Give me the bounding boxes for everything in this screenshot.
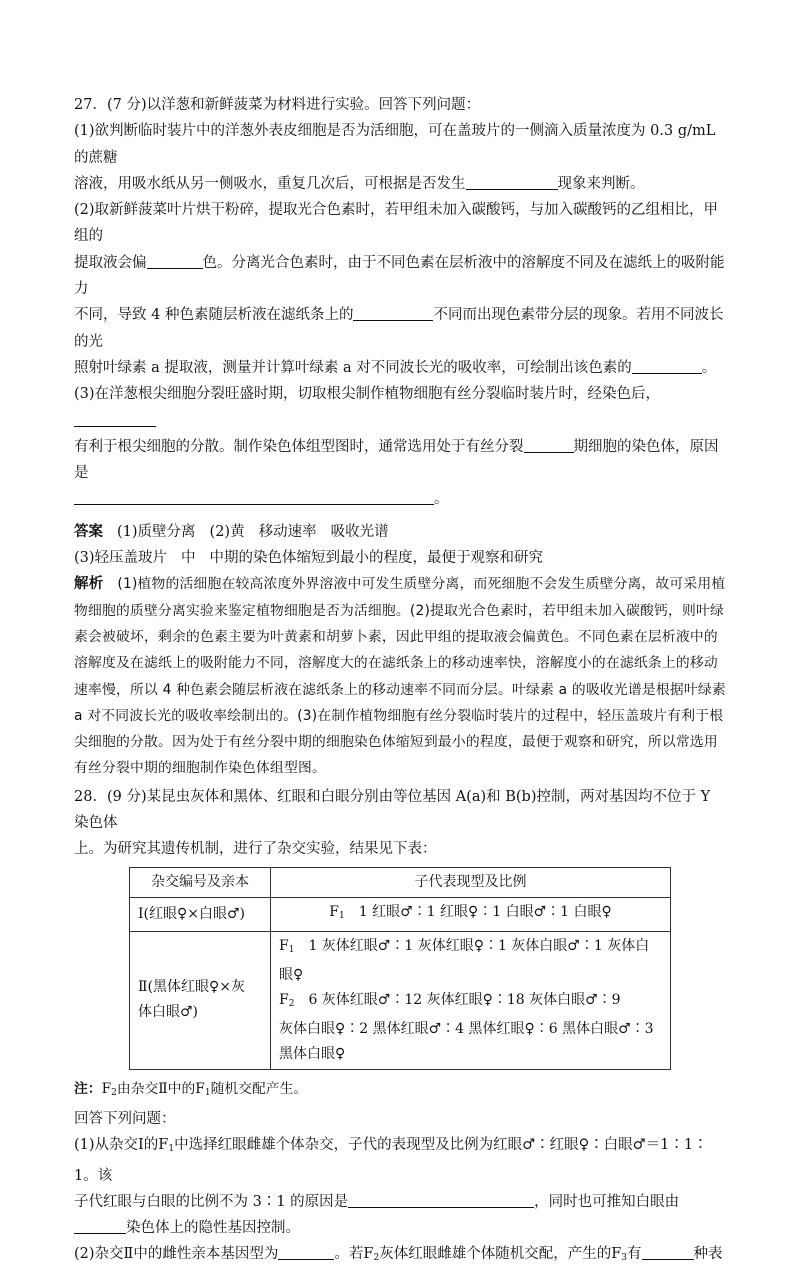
q27-analysis-line1: 解析 (1)植物的活细胞在较高浓度外界溶液中可发生质壁分离，而死细胞不会发生质壁分离，故可采用植 xyxy=(74,575,726,593)
q27-part3-line2: 有利于根尖细胞的分散。制作染色体组型图时，通常选用处于有丝分裂 期细胞的染色体，原因是 xyxy=(74,438,719,482)
table-cell: $F_1$ 1 灰体红眼♂∶1 灰体红眼♀∶1 灰体白眼♂∶1 灰体白眼♀ $F_2$ 6 灰体红眼♂∶12 灰体红眼♀∶18 灰体白眼♂∶9 灰体白眼♀∶2 黑体红眼♂∶4 黑体红眼♀∶6 黑体白眼♂∶3 黑体白眼♀ xyxy=(271,931,671,1069)
exam-page xyxy=(74,92,729,1272)
table-header: 子代表现型及比例 xyxy=(271,867,671,897)
answer-blank[interactable] xyxy=(74,412,156,427)
table-row xyxy=(130,897,671,931)
q27-part2-line3: 不同，导致 4 种色素随层析液在滤纸条上的 不同而出现色素带分层的现象。若用不同波长的光 xyxy=(74,307,724,350)
q28-stem-line1: 28．(9 分)某昆虫灰体和黑体、红眼和白眼分别由等位基因 A(a)和 B(b)控制，两对基因均不位于 Y 染色体 xyxy=(74,788,711,832)
cross-table xyxy=(129,867,671,1070)
answer-blank[interactable] xyxy=(147,254,203,269)
q27-stem: 27．(7 分)以洋葱和新鲜菠菜为材料进行实验。回答下列问题： xyxy=(74,97,481,113)
table-cell: Ⅱ(黑体红眼♀×灰 体白眼♂) xyxy=(130,931,271,1069)
q27-analysis-line2: 物细胞的质壁分离实验来鉴定植物细胞是否为活细胞。(2)提取光合色素时，若甲组未加入碳酸钙，则叶绿 xyxy=(74,602,724,619)
answer-blank[interactable] xyxy=(74,1219,126,1234)
analysis-label: 解析 xyxy=(74,575,104,593)
answer-blank[interactable] xyxy=(632,359,702,374)
q28-part1-line1: (1)从杂交Ⅰ的$F_1$中选择红眼雌雄个体杂交，子代的表现型及比例为红眼♂∶红眼♀∶白眼♂＝1∶1∶1。该 xyxy=(74,1137,708,1184)
q27-analysis-line6: a 对不同波长光的吸收率绘制出的。(3)在制作植物细胞有丝分裂临时装片的过程中，轻压盖玻片有利于根 xyxy=(74,707,724,724)
answer-blank[interactable] xyxy=(353,306,433,321)
q27-analysis-line4: 溶解度及在滤纸上的吸附能力不同，溶解度大的在滤纸条上的移动速率快，溶解度小的在滤纸条上的移动 xyxy=(74,655,718,672)
q27-part2-line1: (2)取新鲜菠菜叶片烘干粉碎，提取光合色素时，若甲组未加入碳酸钙，与加入碳酸钙的乙组相比，甲组的 xyxy=(74,202,719,245)
q28-part1-line3: 染色体上的隐性基因控制。 xyxy=(74,1215,729,1241)
q27-analysis-line7: 尖细胞的分散。因为处于有丝分裂中期的细胞染色体缩短到最小的程度，最便于观察和研究，所以常选用 xyxy=(74,734,718,751)
table-cell: $F_1$ 1 红眼♂∶1 红眼♀∶1 白眼♂∶1 白眼♀ xyxy=(271,897,671,931)
q28-stem-line2: 上。为研究其遗传机制，进行了杂交实验，结果见下表： xyxy=(74,841,437,858)
table-header: 杂交编号及亲本 xyxy=(130,867,271,897)
table-row xyxy=(130,931,671,1069)
answer-blank[interactable] xyxy=(74,490,434,505)
answer-blank[interactable] xyxy=(278,1245,334,1260)
q27-analysis-line3: 素会被破坏，剩余的色素主要为叶黄素和胡萝卜素，因此甲组的提取液会偏黄色。不同色素在层析液中的 xyxy=(74,628,718,645)
table-header-row xyxy=(130,867,671,897)
q27-part3-line3: 。 xyxy=(74,486,729,512)
answer-blank[interactable] xyxy=(348,1193,534,1208)
q27-part1-line1: (1)欲判断临时装片中的洋葱外表皮细胞是否为活细胞，可在盖玻片的一侧滴入质量浓度为 0.3 g/mL 的蔗糖 xyxy=(74,123,716,166)
table-note: 注：$F_2$由杂交Ⅱ中的$F_1$随机交配产生。 xyxy=(74,1080,308,1098)
q27-part2-line2: 提取液会偏 色。分离光合色素时，由于不同色素在层析液中的溶解度不同及在滤纸上的吸附能力 xyxy=(74,254,725,298)
q27-analysis-line8: 有丝分裂中期的细胞制作染色体组型图。 xyxy=(74,760,326,777)
answer-blank[interactable] xyxy=(642,1245,694,1260)
q28-part2-line1: (2)杂交Ⅱ中的雌性亲本基因型为 。若$F_2$灰体红眼雌雄个体随机交配，产生的$F_3$有 种表 xyxy=(74,1246,723,1264)
q27-part2-line4: 照射叶绿素 a 提取液，测量并计算叶绿素 a 对不同波长光的吸收率，可绘制出该色素的 。 xyxy=(74,359,717,376)
q27-answer-line2: (3)轻压盖玻片 中 中期的染色体缩短到最小的程度，最便于观察和研究 xyxy=(74,550,544,567)
answer-label: 答案 xyxy=(74,522,103,540)
q28-part1-line2: 子代红眼与白眼的比例不为 3∶1 的原因是 ，同时也可推知白眼由 xyxy=(74,1193,680,1210)
q27-analysis-line5: 速率慢，所以 4 种色素会随层析液在滤纸条上的移动速率不同而分层。叶绿素 a 的吸收光谱是根据叶绿素 xyxy=(74,681,726,698)
answer-blank[interactable] xyxy=(524,438,574,453)
q27-part3-line1: (3)在洋葱根尖细胞分裂旺盛时期，切取根尖制作植物细胞有丝分裂临时装片时，经染色后， xyxy=(74,381,729,434)
q28-ask: 回答下列问题： xyxy=(74,1110,176,1127)
table-cell: Ⅰ(红眼♀×白眼♂) xyxy=(130,897,271,931)
q27-part1-line2: 溶液，用吸水纸从另一侧吸水，重复几次后，可根据是否发生 现象来判断。 xyxy=(74,175,645,192)
answer-blank[interactable] xyxy=(466,175,558,190)
q27-answer-line1: 答案 (1)质壁分离 (2)黄 移动速率 吸收光谱 xyxy=(74,522,389,540)
